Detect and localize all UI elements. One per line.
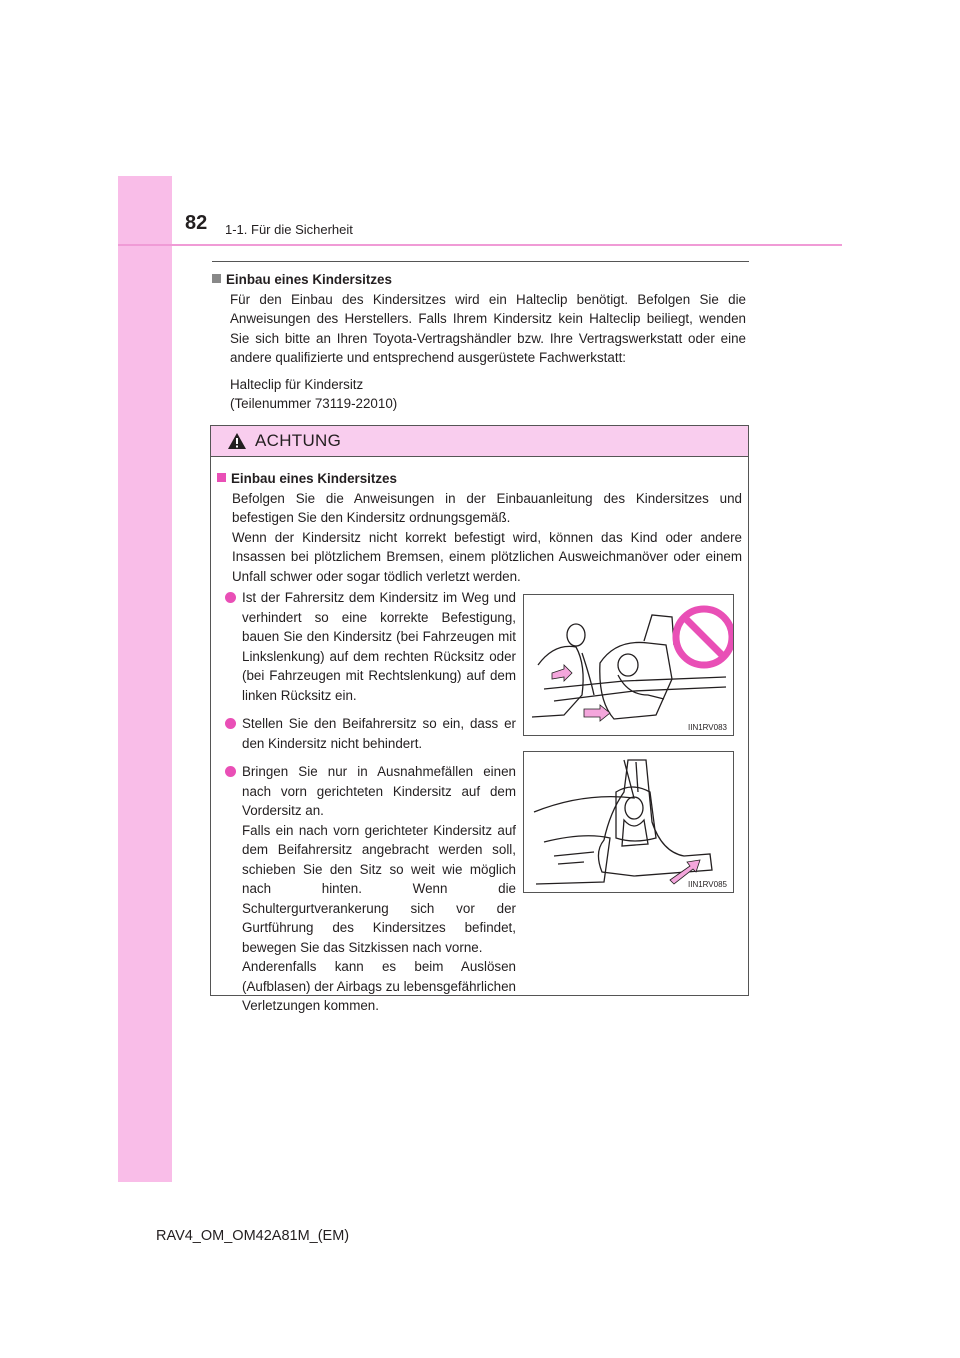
part-number-block <box>230 375 746 414</box>
bullet-dot-icon <box>225 592 236 603</box>
bullet-dot-icon <box>225 766 236 777</box>
bullet-item: Stellen Sie den Beifahrersitz so ein, dass er den Kindersitz nicht behindert. <box>211 714 516 753</box>
model-code-footer: RAV4_OM_OM42A81M_(EM) <box>156 1228 350 1244</box>
header-rule <box>118 244 842 246</box>
square-bullet-icon <box>212 274 221 283</box>
front-seat-child-seat-illustration <box>524 752 733 892</box>
square-bullet-icon <box>217 473 226 482</box>
bullet-item: Ist der Fahrersitz dem Kindersitz im Weg und verhindert so eine korrekte Befestigung, bauen Sie den Kindersitz (bei Fahrzeugen mit Linkslenkung) auf dem rechten Rücksitz oder (bei Fahrzeugen mit Rechtslenkung) auf dem linken Rücksitz ein. <box>211 588 516 705</box>
intro-section <box>212 270 746 414</box>
warning-body <box>211 469 750 586</box>
intro-paragraph: Für den Einbau des Kindersitzes wird ein Halteclip benötigt. Befolgen Sie die Anweisungen des Herstellers. Falls Ihrem Kindersitz kein Halteclip beiliegt, wenden Sie sich bitte an Ihren Toyota-Vertragshändler bzw. Ihre Vertragswerkstatt oder eine andere qualifizierte und entsprechend ausgerüstete Fachwerkstatt: <box>230 291 746 365</box>
figure-id: IIN1RV085 <box>688 880 727 889</box>
content-divider <box>212 261 749 262</box>
warning-paragraph-1: Befolgen Sie die Anweisungen in der Einbauanleitung des Kindersitzes und befestigen Sie den Kindersitz ordnungsgemäß. <box>232 490 742 525</box>
intro-heading: Einbau eines Kindersitzes <box>212 270 746 290</box>
bullet-dot-icon <box>225 718 236 729</box>
warning-header <box>211 426 748 457</box>
car-seat-prohibited-illustration <box>524 595 733 735</box>
warning-triangle-icon <box>227 432 247 450</box>
page-number: 82 <box>185 212 208 234</box>
section-title: 1-1. Für die Sicherheit <box>225 222 353 237</box>
bullet-item: Bringen Sie nur in Ausnahmefällen einen nach vorn gerichteten Kindersitz auf dem Vordersitz an. Falls ein nach vorn gerichteter Kindersitz auf dem Beifahrersitz angebracht werden soll, schieben Sie den Sitz so weit wie möglich nach hinten. Wenn die Schultergurtverankerung sich vor der Gurtführung des Kindersitzes befindet, bewegen Sie das Sitzkissen nach vorne. Anderenfalls kann es beim Auslösen (Aufblasen) der Airbags zu lebensgefährlichen Verletzungen kommen. <box>211 762 516 1016</box>
warning-title: ACHTUNG <box>255 431 342 450</box>
warning-heading: Einbau eines Kindersitzes <box>217 469 750 489</box>
side-tab <box>118 176 172 1182</box>
part-line-1: Halteclip für Kindersitz <box>230 376 364 392</box>
illustration-rear-seat <box>523 594 734 736</box>
warning-bullet-list <box>211 588 516 1025</box>
figure-id: IIN1RV083 <box>688 723 727 732</box>
part-line-2: (Teilenummer 73119-22010) <box>230 396 398 411</box>
warning-paragraph-2: Wenn der Kindersitz nicht korrekt befestigt wird, können das Kind oder andere Insassen bei plötzlichem Bremsen, einem plötzlichen Ausweichmanöver oder einem Unfall schwer oder sogar tödlich verletzt werden. <box>232 529 742 584</box>
illustration-front-seat <box>523 751 734 893</box>
